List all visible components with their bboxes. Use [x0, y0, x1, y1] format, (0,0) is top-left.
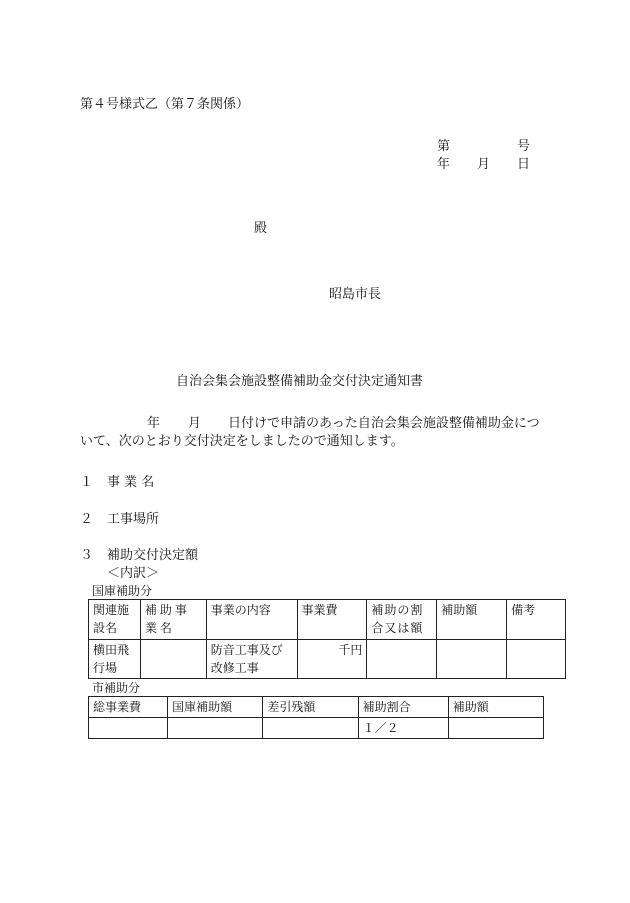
header-city-amount: 補助額	[448, 697, 543, 718]
item-1-num: １	[80, 475, 94, 490]
doc-number-prefix: 第	[437, 139, 451, 154]
cell-balance	[263, 718, 358, 739]
header-project: 補助事業名	[140, 600, 206, 640]
body-year: 年	[147, 416, 161, 431]
table-row	[89, 718, 544, 739]
body-line2: いて、次のとおり交付決定をしましたので通知します。	[80, 434, 404, 449]
cell-cost-unit: 千円	[297, 640, 367, 679]
national-header-row	[89, 600, 566, 640]
cell-city-ratio: １／２	[358, 718, 448, 739]
breakdown-label: ＜内訳＞	[107, 566, 160, 581]
issuer: 昭島市長	[329, 287, 382, 302]
item-2-label: 工事場所	[107, 512, 160, 527]
city-subsidy-table	[88, 696, 544, 739]
cell-amount	[437, 640, 507, 679]
item-3-num: ３	[80, 548, 94, 563]
date-day: 日	[517, 157, 531, 172]
cell-facility: 横田飛行場	[89, 640, 141, 679]
header-amount: 補助額	[437, 600, 507, 640]
header-city-ratio: 補助割合	[358, 697, 448, 718]
header-content: 事業の内容	[206, 600, 297, 640]
cell-ratio	[367, 640, 437, 679]
national-label: 国庫補助分	[92, 584, 153, 598]
header-ratio: 補助の割合又は額	[367, 600, 437, 640]
cell-total-cost	[89, 718, 168, 739]
cell-project	[140, 640, 206, 679]
document-title: 自治会集会施設整備補助金交付決定通知書	[176, 374, 424, 389]
body-month: 月	[188, 416, 202, 431]
header-national-amount: 国庫補助額	[168, 697, 263, 718]
header-remarks: 備考	[507, 600, 566, 640]
addressee-honorific: 殿	[254, 221, 268, 236]
city-label: 市補助分	[92, 681, 141, 695]
header-facility: 関連施設名	[89, 600, 141, 640]
header-cost: 事業費	[297, 600, 367, 640]
form-id: 第４号様式乙（第７条関係）	[80, 97, 250, 112]
header-total-cost: 総事業費	[89, 697, 168, 718]
doc-number-suffix: 号	[517, 139, 531, 154]
header-balance: 差引残額	[263, 697, 358, 718]
cell-remarks	[507, 640, 566, 679]
date-year: 年	[437, 157, 451, 172]
body-line1-rest: 日付けで申請のあった自治会集会施設整備補助金につ	[228, 416, 540, 431]
date-month: 月	[477, 157, 491, 172]
item-2-num: ２	[80, 512, 94, 527]
cell-content: 防音工事及び改修工事	[206, 640, 297, 679]
national-subsidy-table	[88, 599, 566, 679]
item-1-label: 事 業 名	[107, 475, 155, 490]
cell-city-amount	[448, 718, 543, 739]
table-row	[89, 640, 566, 679]
cell-national-amount	[168, 718, 263, 739]
item-3-label: 補助交付決定額	[107, 548, 199, 563]
city-header-row	[89, 697, 544, 718]
